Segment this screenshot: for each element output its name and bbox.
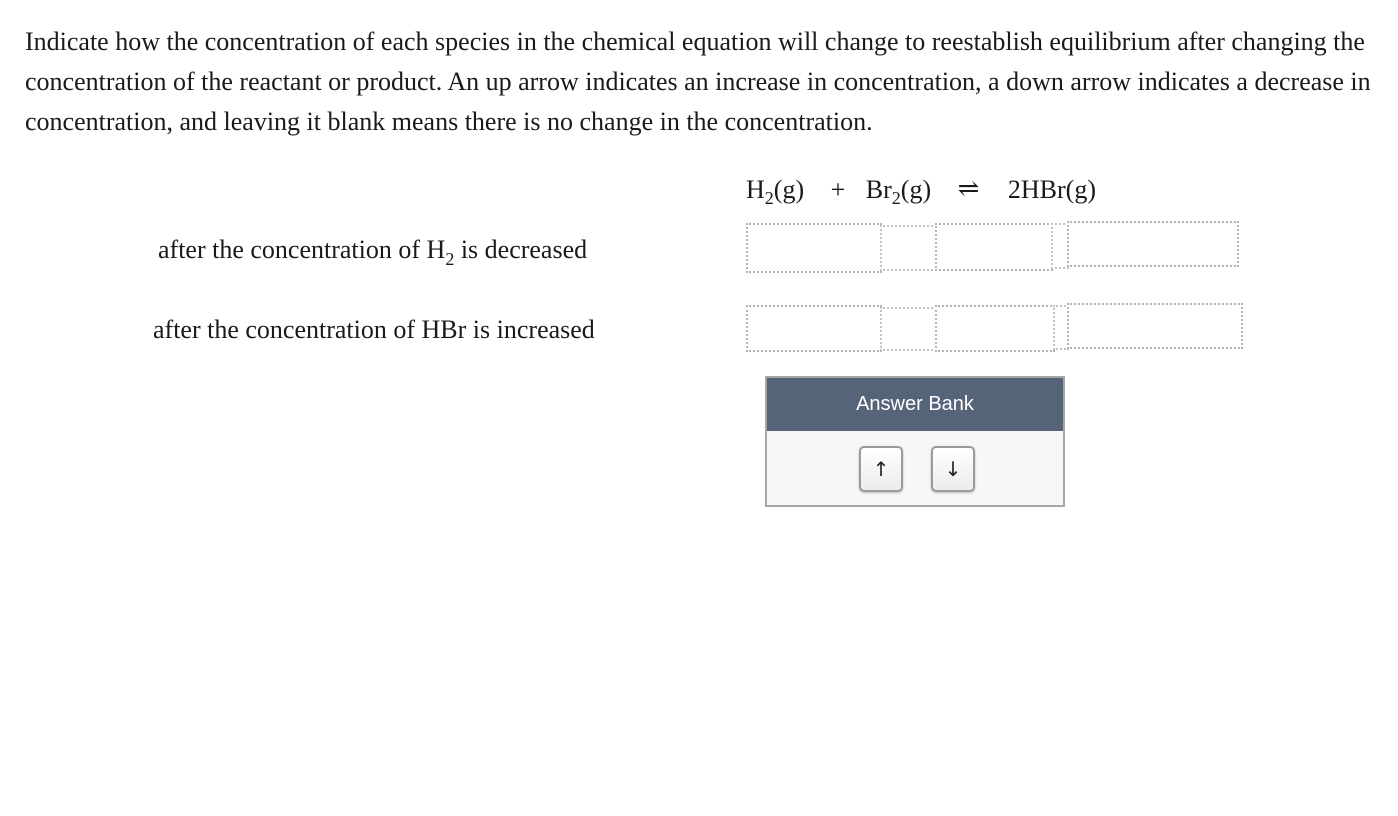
row-2-plus-spacer <box>880 307 937 351</box>
chemical-equation <box>746 172 1096 208</box>
row-2-label <box>153 315 595 345</box>
row-1-label-subscript: 2 <box>445 249 455 269</box>
equation-br2 <box>866 172 931 208</box>
row-2-h2-drop-zone[interactable] <box>746 305 882 352</box>
equation-product: 2HBr(g) <box>1007 175 1096 204</box>
h2-state: (g) <box>773 175 805 204</box>
equation-plus: + <box>830 175 846 204</box>
row-2-br2-drop-zone[interactable] <box>935 305 1055 352</box>
down-arrow-tile[interactable]: ↓ <box>931 446 975 492</box>
h2-symbol: H <box>746 175 765 204</box>
answer-bank <box>765 376 1065 507</box>
answer-bank-title: Answer Bank <box>767 378 1063 431</box>
row-1-label-pre: after the concentration of H <box>158 235 446 264</box>
row-1-label <box>158 235 588 269</box>
equation-h2 <box>746 172 804 208</box>
h2-subscript: 2 <box>764 188 774 208</box>
row-1-h2-drop-zone[interactable] <box>746 223 882 273</box>
up-arrow-tile[interactable]: ↑ <box>859 446 903 492</box>
equilibrium-arrow-icon: ⇌ <box>957 174 980 204</box>
row-2-hbr-drop-zone[interactable] <box>1067 303 1243 349</box>
row-1-br2-drop-zone[interactable] <box>935 223 1053 271</box>
row-1-hbr-drop-zone[interactable] <box>1067 221 1239 267</box>
row-1-plus-spacer <box>880 225 937 271</box>
br2-state: (g) <box>900 175 932 204</box>
br2-subscript: 2 <box>891 188 901 208</box>
br2-symbol: Br <box>865 175 892 204</box>
instructions-text: Indicate how the concentration of each species in the chemical equation will change to reestablish equilibrium after changing the concentration of the reactant or product. An up arrow indicates an increase in concentration, a down arrow indicates a decrease in concentration, and leaving it blank means there is no change in the concentration. <box>25 27 1371 136</box>
row-2-label-text: after the concentration of HBr is increased <box>153 315 595 344</box>
row-1-label-post: is decreased <box>454 235 588 264</box>
